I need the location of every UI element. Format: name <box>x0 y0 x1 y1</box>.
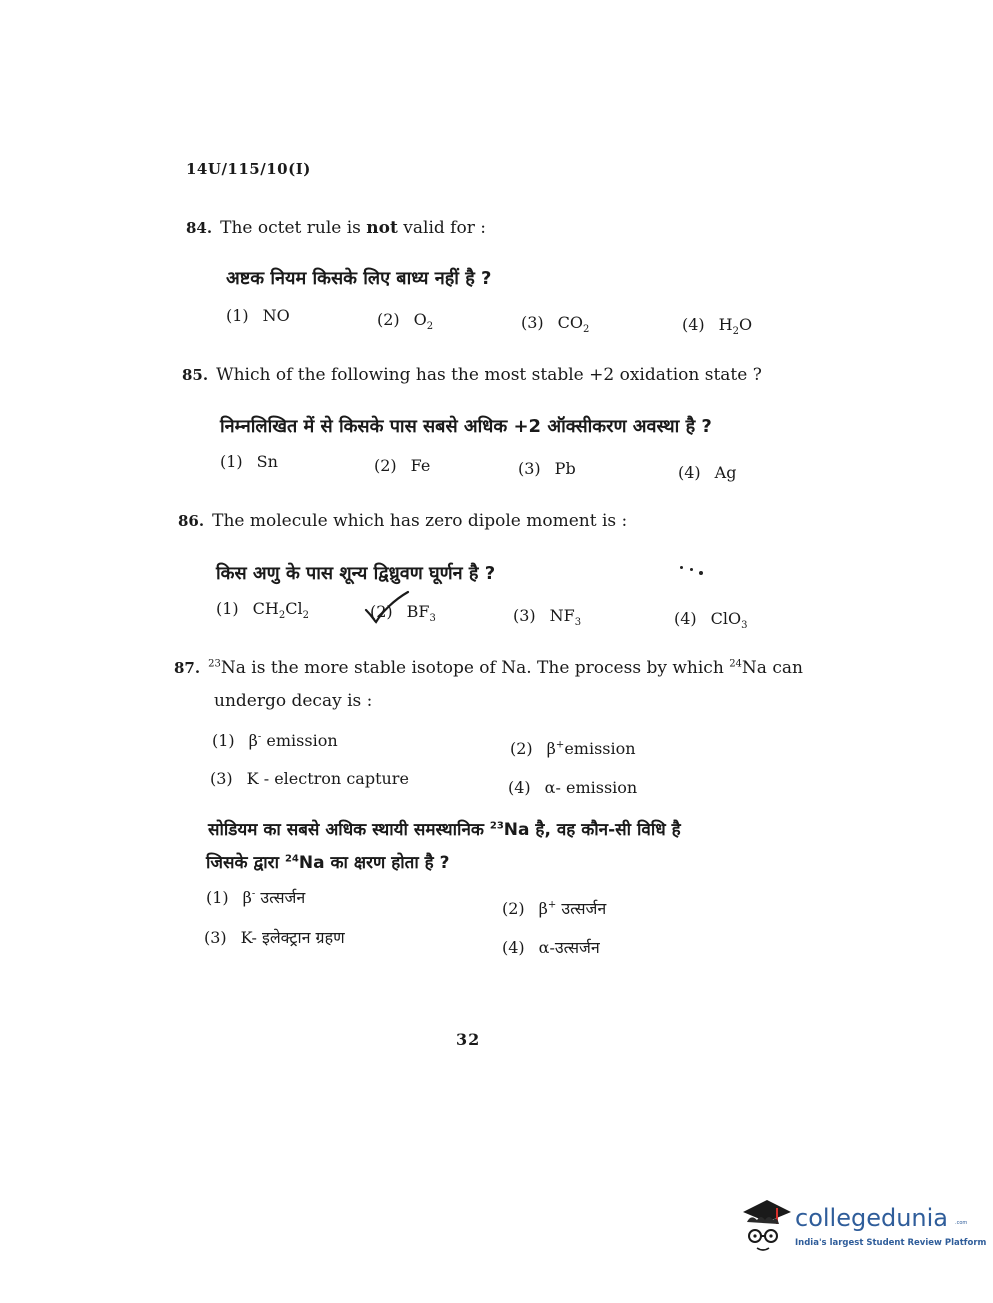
option-87-hi-1: (1) β- उत्सर्जन <box>206 888 306 907</box>
option-86-1: (1) $CH_2Cl_2$ <box>216 599 309 622</box>
student-mascot-icon <box>737 1198 793 1258</box>
option-85-3: (3) Pb <box>518 459 576 478</box>
question-87-hindi-line1: सोडियम का सबसे अधिक स्थायी समस्थानिक $^{23}$Na है, वह कौन-सी विधि है <box>208 820 681 840</box>
logo-tagline: India's largest Student Review Platform <box>795 1238 987 1248</box>
question-87-english-line1: 87. $^{23}$Na is the more stable isotope of Na. The process by which $^{24}$Na can <box>174 658 803 678</box>
option-86-3: (3) $NF_3$ <box>513 606 582 629</box>
option-87-en-1: (1) β- emission <box>212 731 338 750</box>
option-86-2: (2) $BF_3$ <box>370 602 436 625</box>
logo-domain: .com <box>955 1220 968 1226</box>
question-87-hindi-line2: जिसके द्वारा $^{24}$Na का क्षरण होता है ? <box>206 853 450 873</box>
logo-wordmark: collegedunia <box>795 1204 949 1232</box>
question-87-english-line2: undergo decay is : <box>214 691 373 711</box>
option-84-1: (1) NO <box>226 306 290 325</box>
question-85-hindi: निम्नलिखित में से किसके पास सबसे अधिक +2 ऑक्सीकरण अवस्था है ? <box>220 416 712 437</box>
collegedunia-logo[interactable] <box>737 1198 987 1258</box>
question-84-hindi: अष्टक नियम किसके लिए बाध्य नहीं है ? <box>226 268 492 289</box>
paper-code: 14U/115/10(I) <box>186 160 311 178</box>
option-87-en-2: (2) β+emission <box>510 739 636 758</box>
question-number: 87. <box>174 659 201 677</box>
option-85-2: (2) Fe <box>374 456 431 475</box>
option-85-1: (1) Sn <box>220 452 278 471</box>
option-84-4: (4) $H_2O$ <box>682 315 753 338</box>
option-87-en-4: (4) α- emission <box>508 778 638 797</box>
option-87-hi-3: (3) K- इलेक्ट्रान ग्रहण <box>204 928 345 947</box>
question-number: 85. <box>182 366 209 384</box>
question-number: 86. <box>178 512 205 530</box>
option-87-hi-2: (2) β+ उत्सर्जन <box>502 899 607 918</box>
question-84-english: 84. The octet rule is not valid for : <box>186 218 486 238</box>
page-number: 32 <box>456 1030 481 1049</box>
question-86-english: 86. The molecule which has zero dipole moment is : <box>178 511 628 531</box>
question-85-english: 85. Which of the following has the most stable +2 oxidation state ? <box>182 365 762 385</box>
option-84-2: (2) $O_2$ <box>377 310 434 333</box>
option-86-4: (4) ClO$_3$ <box>674 609 748 632</box>
option-87-hi-4: (4) α-उत्सर्जन <box>502 938 600 957</box>
question-86-hindi: किस अणु के पास शून्य द्विध्रुवण घूर्णन है ? <box>216 563 496 584</box>
option-85-4: (4) Ag <box>678 463 737 482</box>
option-84-3: (3) $CO_2$ <box>521 313 590 336</box>
option-87-en-3: (3) K - electron capture <box>210 769 409 788</box>
question-number: 84. <box>186 219 213 237</box>
tick-mark-icon <box>362 590 410 626</box>
